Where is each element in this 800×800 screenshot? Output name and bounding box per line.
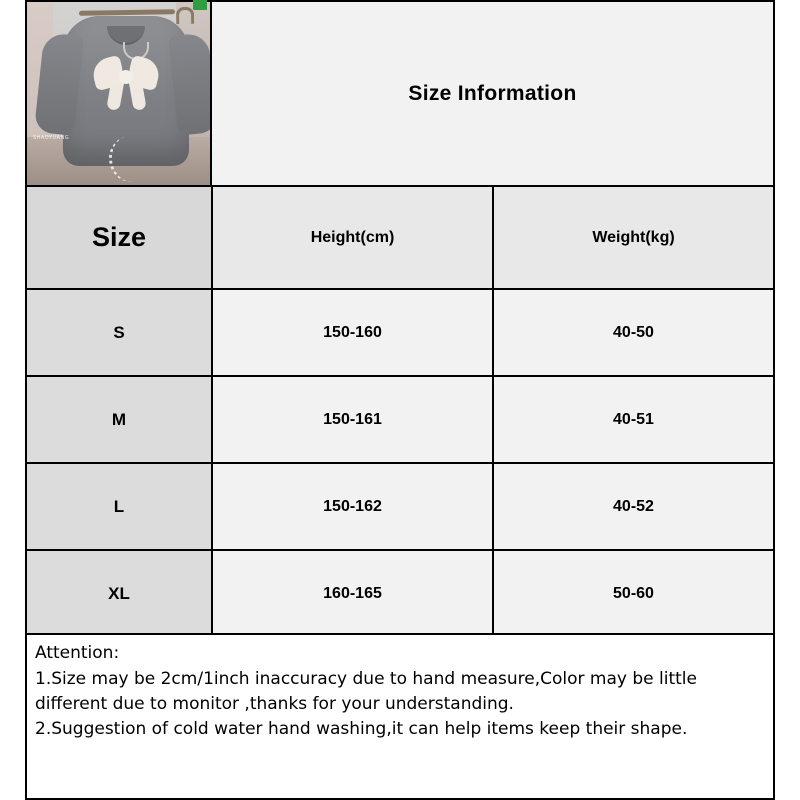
cell-weight: 40-52 — [493, 463, 773, 550]
photo-watermark: SHAOYUANG — [33, 135, 70, 141]
column-header-height: Height(cm) — [212, 187, 493, 289]
table-body — [27, 289, 773, 637]
table-row — [27, 376, 773, 463]
table-row — [27, 463, 773, 550]
cell-weight: 40-50 — [493, 289, 773, 376]
attention-line-2: different due to monitor ,thanks for your understanding. — [35, 694, 514, 714]
cell-size: M — [27, 376, 212, 463]
column-header-size: Size — [27, 187, 212, 289]
page-title: Size Information — [408, 81, 577, 105]
cell-size: S — [27, 289, 212, 376]
green-marker — [193, 0, 207, 10]
sleeve-right — [168, 32, 212, 136]
cell-height: 150-162 — [212, 463, 493, 550]
attention-line-1: 1.Size may be 2cm/1inch inaccuracy due to hand measure,Color may be little — [35, 669, 697, 689]
table-row — [27, 289, 773, 376]
header-row — [25, 0, 775, 185]
column-header-weight: Weight(kg) — [493, 187, 773, 289]
attention-box — [25, 633, 775, 800]
bow-knot — [119, 70, 133, 84]
size-table — [27, 187, 773, 638]
cell-weight: 40-51 — [493, 376, 773, 463]
attention-heading: Attention: — [35, 643, 120, 663]
hanger-hook-icon — [176, 7, 194, 24]
cell-weight: 50-60 — [493, 550, 773, 637]
sweatshirt-graphic — [63, 16, 189, 166]
title-cell — [212, 2, 773, 185]
bow-graphic — [93, 58, 159, 110]
cell-height: 150-160 — [212, 289, 493, 376]
cell-height: 150-161 — [212, 376, 493, 463]
cell-size: L — [27, 463, 212, 550]
cell-height: 160-165 — [212, 550, 493, 637]
attention-line-3: 2.Suggestion of cold water hand washing,it can help items keep their shape. — [35, 719, 688, 739]
table-header-row — [27, 187, 773, 289]
cell-size: XL — [27, 550, 212, 637]
product-photo-image — [27, 2, 210, 185]
table-row — [27, 550, 773, 637]
table-head — [27, 187, 773, 289]
product-photo — [27, 2, 212, 185]
size-table-wrapper — [25, 185, 775, 638]
